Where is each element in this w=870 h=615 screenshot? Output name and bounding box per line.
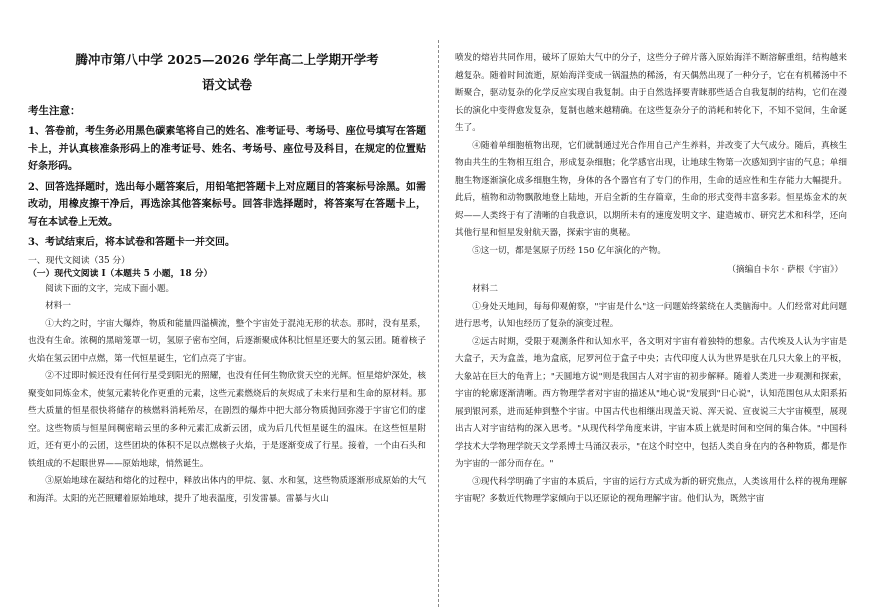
reading-instruction: 阅读下面的文字，完成下面小题。 bbox=[45, 283, 175, 294]
material-one-paragraph-3: ③原始地球在凝结和熔化的过程中，释放出体内的甲烷、氨、水和氢，这些物质逐渐形成原始的大气和海洋。太阳的光芒照耀着原始地球，提升了地表温度，引发雷暴。雷暴与火山 bbox=[28, 476, 426, 504]
material-one-paragraph-4: ④随着单细胞植物出现，它们就制通过光合作用自己产生养料，并改变了大气成分。随后，真核生物由共生的生物相互组合，形成复杂细胞；化学感官出现，让地球生物第一次感知到宇宙的气息；单细胞生物逐渐演化成多细胞生物，身体的各个器官有了专门的作用，生命的适应性和生存能力大幅提升。此后，植物和动物飘散地登上陆地，开启全新的生存篇章，生命的形式变得丰富多彩。恒星炼金术的灰烬——人类终于有了清晰的自我意识，以期所未有的速度发明文字、建造城市、研究艺术和科学，还向其他行星和恒星发射航天器，探索宇宙的奥秘。 bbox=[455, 140, 847, 238]
subsection-heading: （一）现代文阅读 Ⅰ（本题共 5 小题，18 分） bbox=[28, 268, 213, 279]
material-one-paragraph-5: ⑤这一切，都是氢原子历经 150 亿年演化的产物。 bbox=[472, 245, 666, 256]
material-two-label: 材料二 bbox=[472, 284, 498, 294]
notice-item-1: 1、答卷前，考生务必用黑色碳素笔将自己的姓名、准考证号、考场号、座位号填写在答题卡上，并认真核准条形码上的准考证号、姓名、考场号、座位号及科目，在规定的位置贴好条形码。 bbox=[28, 126, 426, 172]
exam-subtitle: 语文试卷 bbox=[201, 77, 252, 92]
section-heading: 一、现代文阅读（35 分） bbox=[28, 255, 130, 266]
exam-title: 腾冲市第八中学 2025—2026 学年高二上学期开学考 bbox=[75, 52, 379, 67]
notice-heading: 考生注意： bbox=[28, 105, 81, 117]
material-one-paragraph-3-continued: 喷发的熔岩共同作用，破坏了原始大气中的分子，这些分子碎片落入原始海洋不断溶解重组，结构越来越复杂。随着时间流逝，原始海洋变成一锅温热的稀汤，有天偶然出现了一种分子，它在有机稀汤中不断聚合，驱动复杂的化学反应实现自我复制。由于自然选择要青睐那些适合自我复制的结构，它们在漫长的演化中变得愈发复杂，复制也越来越精确。在这些复杂分子的消耗和转化下，不知不觉间，生命诞生了。 bbox=[455, 53, 847, 133]
material-one-source: （摘编自卡尔 · 萨根《宇宙》） bbox=[727, 265, 843, 275]
material-one-paragraph-2: ②不过即时候还没有任何行星受到阳光的照耀，也没有任何生物欣赏天空的光辉。恒星熔炉深处，核聚变如同炼金术，使氢元素转化作更重的元素，这些元素燃烧后的灰烬成了未来行星和生命的原材料。那些大质量的恒星很快将储存的核燃料消耗殆尽，在剧烈的爆炸中把大部分物质抛回弥漫于宇宙它们的虚空。这些物质与恒星间稠密暗云里的多种元素汇成新云团，成为后几代恒星诞生的温床。在这些恒星附近，还有更小的云团，这些团块的体积不足以点燃核子火焰，于是逐渐变成了行星。接着，一个由石头和铁组成的不起眼世界——原始地球，悄然诞生。 bbox=[28, 371, 426, 469]
right-column bbox=[455, 0, 847, 615]
material-two-paragraph-1: ①身处天地间，每每仰观俯察，"宇宙是什么"这一问题始终萦绕在人类脑海中。人们经常对此问题进行思考，认知也经历了复杂的演变过程。 bbox=[455, 301, 847, 329]
material-two-paragraph-3: ③现代科学明确了宇宙的本质后，宇宙的运行方式成为新的研究焦点，人类该用什么样的视角理解宇宙呢？多数近代物理学家倾向于以还原论的视角理解宇宙。他们认为，既然宇宙 bbox=[455, 476, 847, 504]
notice-item-2: 2、回答选择题时，选出每小题答案后，用铅笔把答题卡上对应题目的答案标号涂黑。如需改动，用橡皮擦干净后，再选涂其他答案标号。回答非选择题时，将答案写在答题卡上，写在本试卷上无效。 bbox=[28, 181, 426, 228]
column-divider bbox=[438, 40, 439, 607]
notice-item-3: 3、考试结束后，将本试卷和答题卡一并交回。 bbox=[28, 237, 235, 248]
left-column bbox=[28, 0, 426, 615]
material-one-label: 材料一 bbox=[45, 301, 71, 311]
material-one-paragraph-1: ①大约之时，宇宙大爆炸，物质和能量四溢横流，整个宇宙处于混沌无形的状态。那时，没有星系，也没有生命。浓稠的黑暗笼罩一切，氢原子密布空间，后逐渐聚成体积比恒星还要大的氢云团。随着核子火焰在氢云团中点燃，第一代恒星诞生，它们点亮了宇宙。 bbox=[28, 318, 426, 364]
material-two-paragraph-2: ②远古时期，受限于观测条件和认知水平，各文明对宇宙有着独特的想象。古代埃及人认为宇宙是大盒子，天为盒盖，地为盒底，尼罗河位于盒子中央；古代印度人认为世界是驮在几只大象上的平板，大象站在巨大的龟背上；"天圆地方说"则是我国古人对宇宙的初步解释。随着人类进一步观测和探索，宇宙的轮廓逐渐清晰。西方物理学者对宇宙的描述从"地心说"发展到"日心说"，认知范围包从太阳系拓展到银河系，进而延伸到整个宇宙。中国古代也相继出现盖天说、浑天说、宣夜说三大宇宙模型，展现出古人对宇宙结构的深入思考。"从现代科学角度来讲，宇宙本质上就是时间和空间的集合体。"中国科学技术大学物理学院天文学系博士马涌汉表示，"在这个时空中，包括人类自身在内的各种物质，都是作为宇宙的一部分而存在。" bbox=[455, 336, 847, 469]
